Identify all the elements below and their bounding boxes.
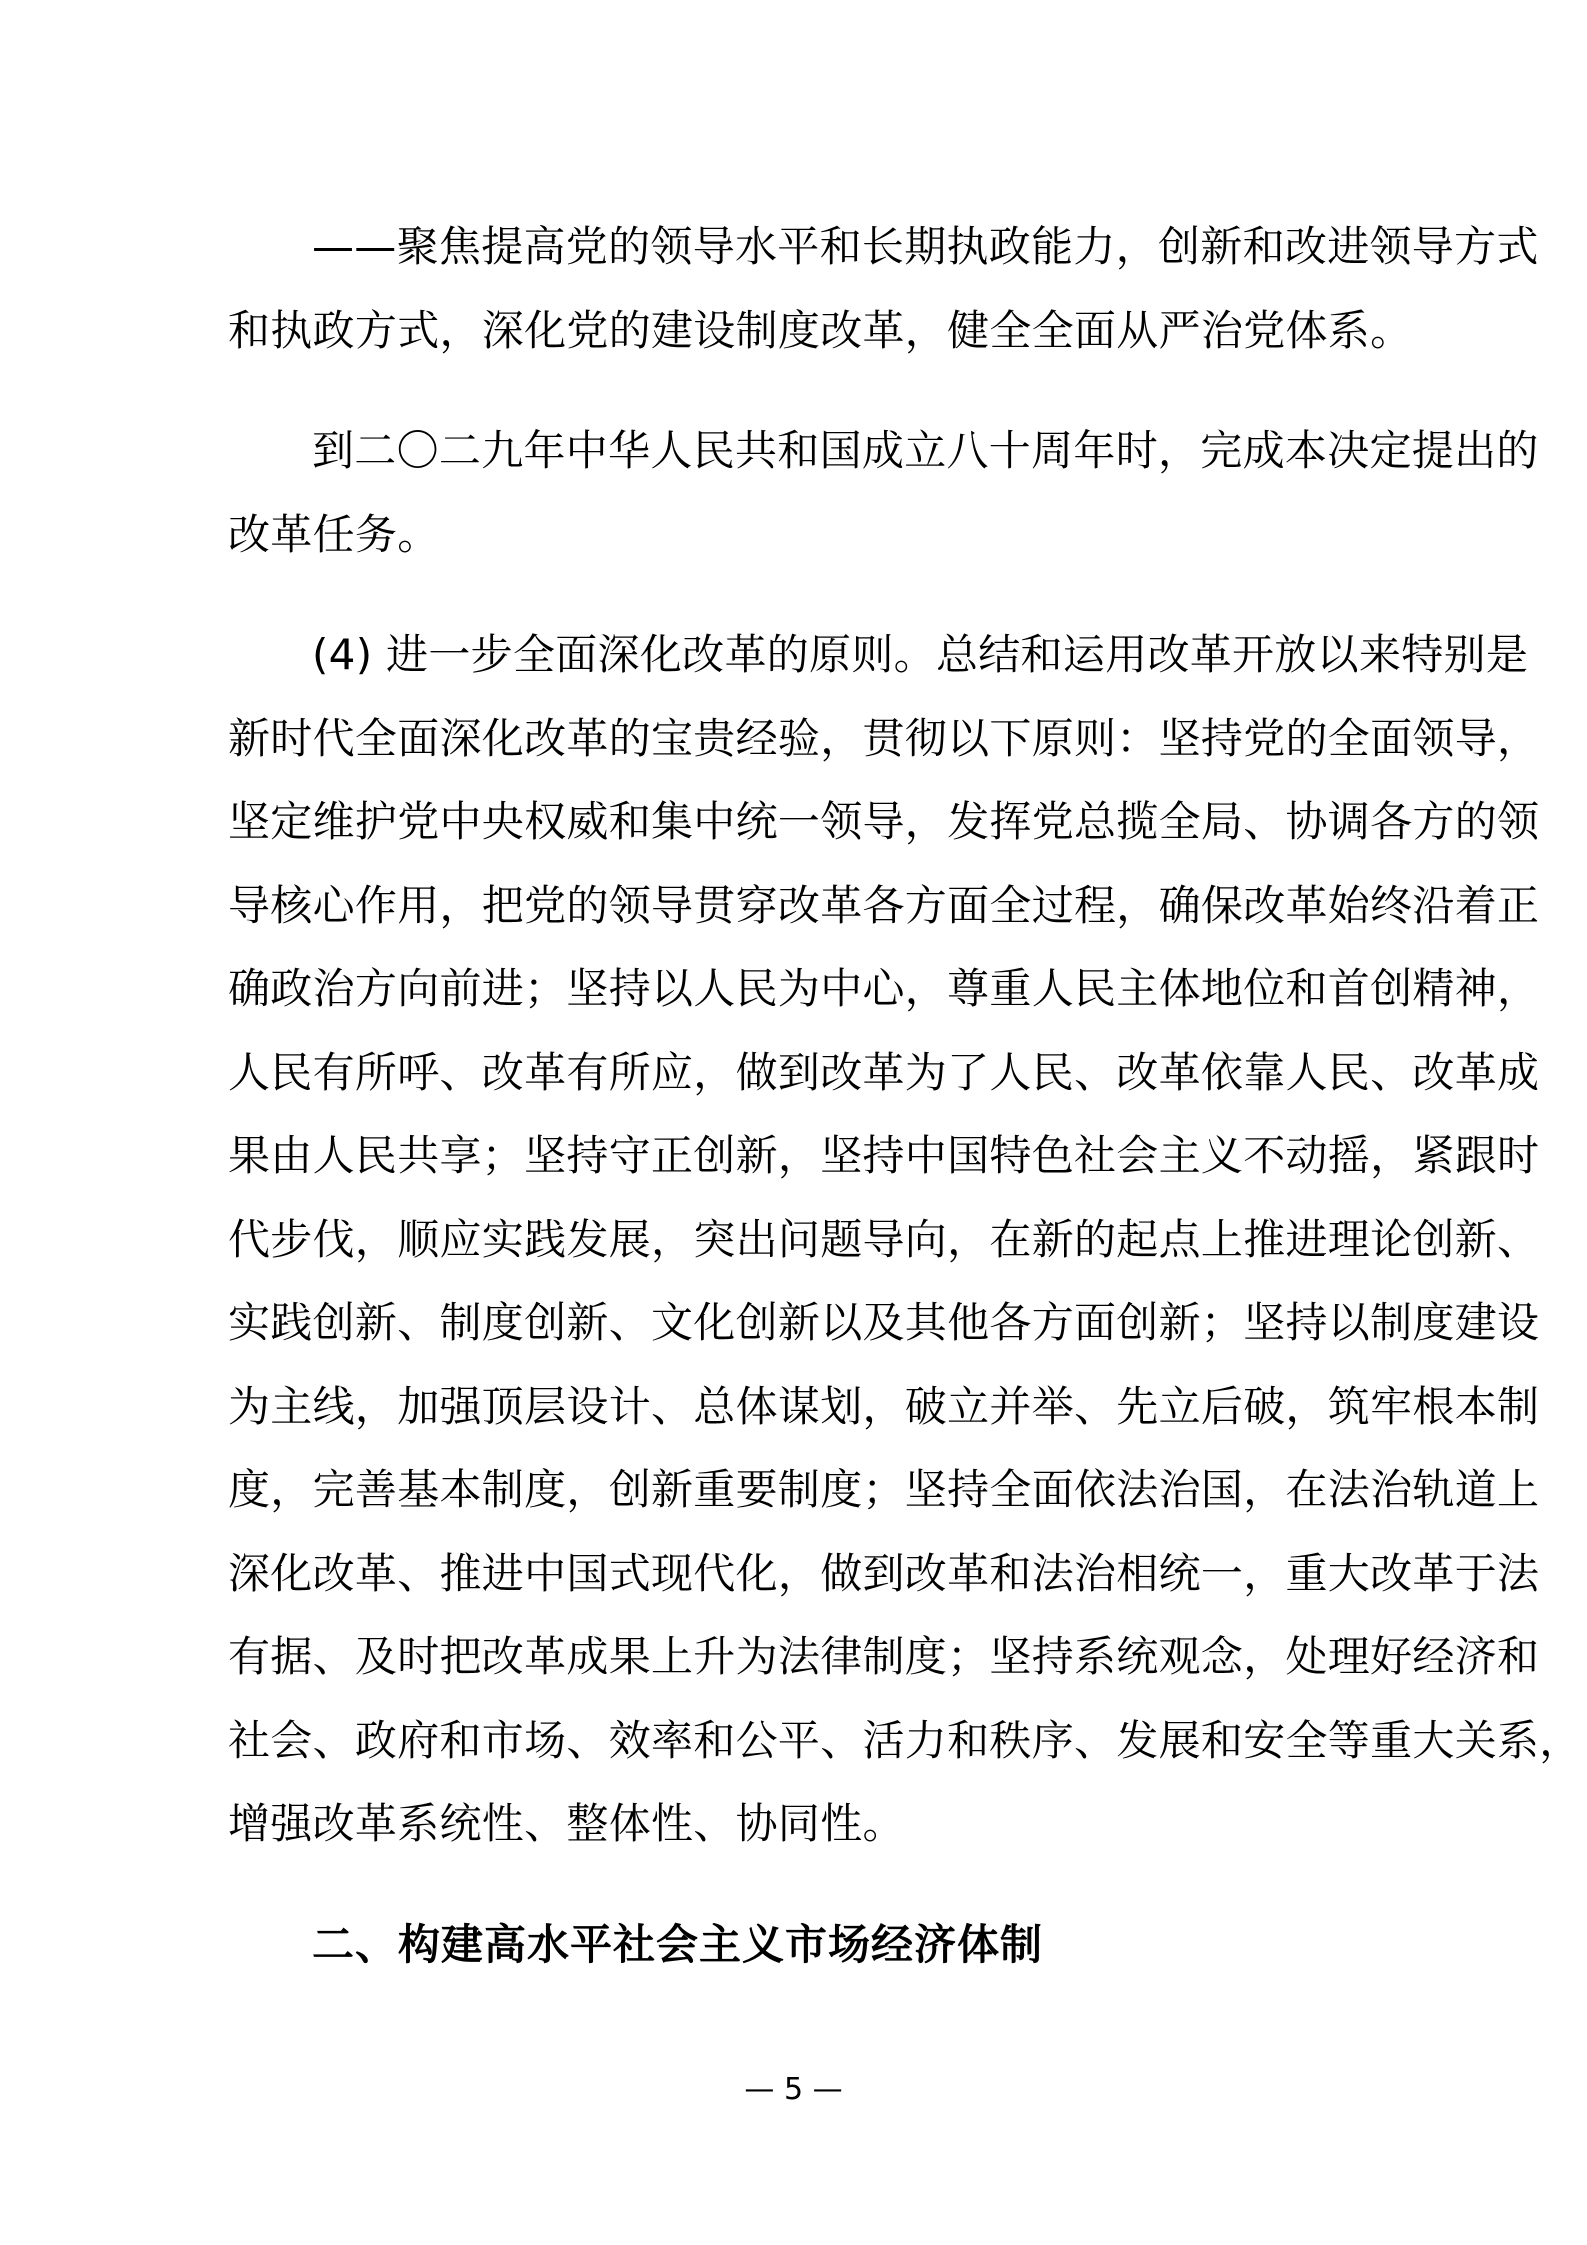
section-heading-text: 二、构建高水平社会主义市场经济体制: [312, 1919, 1044, 1969]
text-line: 果由人民共享；坚持守正创新，坚持中国特色社会主义不动摇，紧跟时: [228, 1131, 1540, 1180]
text-line: 为主线，加强顶层设计、总体谋划，破立并举、先立后破，筑牢根本制: [228, 1381, 1540, 1431]
text-line: 深化改革、推进中国式现代化，做到改革和法治相统一，重大改革于法: [228, 1548, 1540, 1598]
text-line: 代步伐，顺应实践发展，突出问题导向，在新的起点上推进理论创新、: [228, 1214, 1540, 1264]
document-body: [228, 205, 1582, 2023]
text-line: 社会、政府和市场、效率和公平、活力和秩序、发展和安全等重大关系，: [228, 1715, 1582, 1765]
paragraph-2029-goal: [228, 409, 1539, 576]
text-line: 导核心作用，把党的领导贯穿改革各方面全过程，确保改革始终沿着正: [228, 880, 1540, 930]
text-line: 度，完善基本制度，创新重要制度；坚持全面依法治国，在法治轨道上: [228, 1465, 1540, 1514]
text-line: 确政治方向前进；坚持以人民为中心，尊重人民主体地位和首创精神，: [228, 964, 1540, 1013]
text-line: 新时代全面深化改革的宝贵经验，贯彻以下原则：坚持党的全面领导，: [228, 713, 1540, 763]
text-line: 增强改革系统性、整体性、协同性。: [228, 1799, 905, 1848]
text-line: ——聚焦提高党的领导水平和长期执政能力，创新和改进领导方式: [312, 222, 1539, 271]
section-heading-2: [228, 1903, 1363, 1987]
page-number: — 5 —: [744, 2072, 843, 2107]
text-line: (4) 进一步全面深化改革的原则。总结和运用改革开放以来特别是: [312, 630, 1529, 679]
text-line: 坚定维护党中央权威和集中统一领导，发挥党总揽全局、协调各方的领: [228, 797, 1540, 846]
text-line: 到二〇二九年中华人民共和国成立八十周年时，完成本决定提出的: [312, 426, 1539, 475]
paragraph-dash-focus: [228, 205, 1539, 372]
text-line: 人民有所呼、改革有所应，做到改革为了人民、改革依靠人民、改革成: [228, 1047, 1540, 1097]
text-line: 有据、及时把改革成果上升为法律制度；坚持系统观念，处理好经济和: [228, 1632, 1540, 1681]
text-line: 和执政方式，深化党的建设制度改革，健全全面从严治党体系。: [228, 305, 1413, 355]
paragraph-principles: [228, 613, 1582, 1866]
text-line: 实践创新、制度创新、文化创新以及其他各方面创新；坚持以制度建设: [228, 1298, 1540, 1347]
text-line: 改革任务。: [228, 509, 440, 559]
